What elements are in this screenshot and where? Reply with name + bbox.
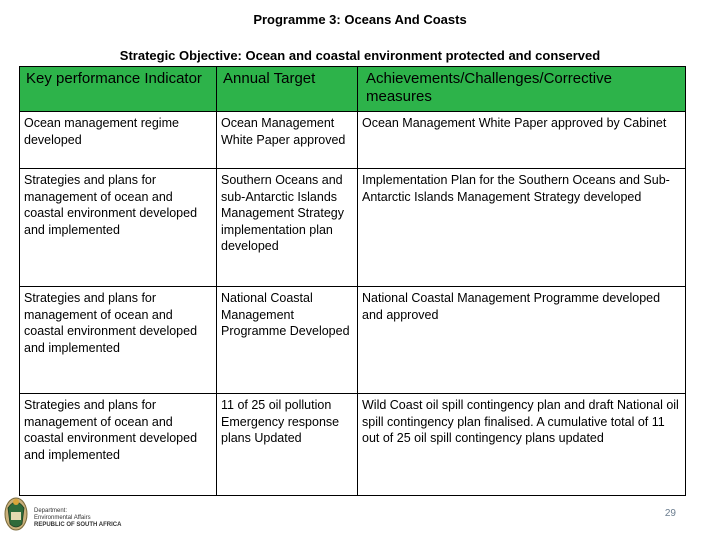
target-cell: Ocean Management White Paper approved	[217, 112, 358, 169]
table-row	[20, 112, 686, 169]
achievement-cell: Wild Coast oil spill contingency plan and draft National oil spill contingency plan finalised. A cumulative total of 11 out of 25 oil spill contingency plans updated	[358, 394, 686, 496]
achievement-cell: National Coastal Management Programme developed and approved	[358, 287, 686, 394]
indicator-cell: Strategies and plans for management of ocean and coastal environment developed and implemented	[20, 394, 217, 496]
header-kpi: Key performance Indicator	[20, 67, 217, 112]
target-cell: 11 of 25 oil pollution Emergency response plans Updated	[217, 394, 358, 496]
strategic-objective: Strategic Objective: Ocean and coastal environment protected and conserved	[119, 48, 601, 63]
table-row	[20, 287, 686, 394]
indicator-cell: Ocean management regime developed	[20, 112, 217, 169]
header-annual-target: Annual Target	[217, 67, 358, 112]
department-affairs: Environmental Affairs	[34, 515, 91, 521]
kpi-table	[19, 66, 686, 496]
target-cell: National Coastal Management Programme Developed	[217, 287, 358, 394]
target-cell: Southern Oceans and sub-Antarctic Islands Management Strategy implementation plan developed	[217, 169, 358, 287]
indicator-cell: Strategies and plans for management of ocean and coastal environment developed and implemented	[20, 169, 217, 287]
department-label: Department:	[34, 508, 68, 514]
department-country: REPUBLIC OF SOUTH AFRICA	[34, 522, 122, 528]
achievement-cell: Ocean Management White Paper approved by Cabinet	[358, 112, 686, 169]
page-number: 29	[664, 508, 676, 519]
table-row	[20, 169, 686, 287]
header-achievements: Achievements/Challenges/Corrective measures	[358, 67, 686, 112]
department-name	[34, 508, 144, 529]
page-title: Programme 3: Oceans And Coasts	[253, 12, 467, 27]
achievement-cell: Implementation Plan for the Southern Oceans and Sub-Antarctic Islands Management Strategy developed	[358, 169, 686, 287]
indicator-cell: Strategies and plans for management of ocean and coastal environment developed and implemented	[20, 287, 217, 394]
table-header-row	[20, 67, 686, 112]
department-logo	[0, 478, 150, 538]
